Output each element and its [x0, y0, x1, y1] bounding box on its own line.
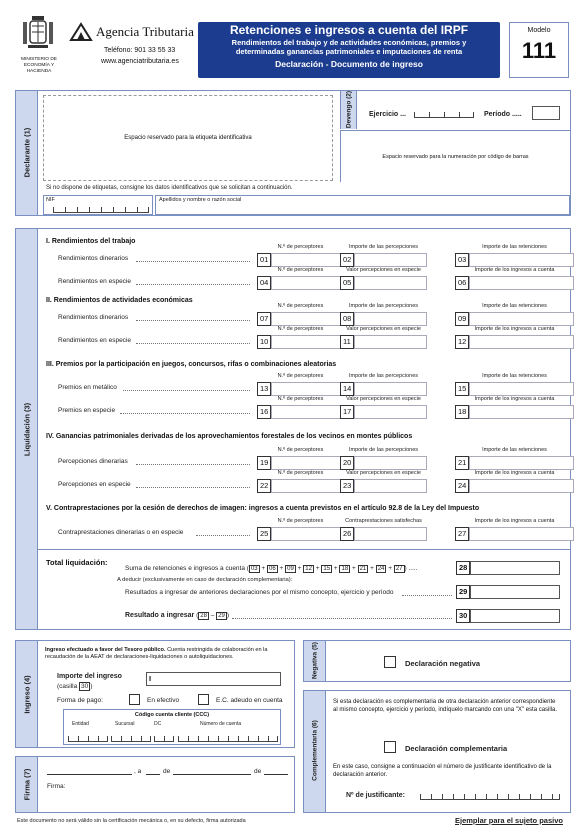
- casilla-18[interactable]: [469, 405, 574, 419]
- row-label: Rendimientos en especie: [58, 278, 131, 285]
- firma-year-line[interactable]: [264, 774, 288, 775]
- paren: ): [226, 612, 230, 619]
- agency-phone: Teléfono: 901 33 55 33: [104, 47, 176, 54]
- row-label: Rendimientos dinerarios: [58, 255, 129, 262]
- section-title: III. Premios por la participación en juegos, concursos, rifas o combinaciones aleatorias: [46, 361, 337, 368]
- suma-prefix: Suma de retenciones e ingresos a cuenta (: [125, 565, 249, 572]
- column-heading: Importe de los ingresos a cuenta: [474, 518, 555, 524]
- ccc-cuenta: Número de cuenta: [200, 721, 242, 727]
- plus-sign: +: [259, 565, 268, 572]
- casilla-02-code: 02: [340, 253, 354, 267]
- suma-code: 27: [395, 566, 403, 572]
- casilla-06-code: 06: [455, 276, 469, 290]
- casilla-14-code: 14: [340, 382, 354, 396]
- ejercicio-label: Ejercicio ...: [369, 111, 406, 118]
- casilla-25-code: 25: [257, 527, 271, 541]
- ministry-name: MINISTERIO DE ECONOMÍA Y HACIENDA: [21, 57, 57, 74]
- casilla-04[interactable]: [271, 276, 344, 290]
- casilla-19-code: 19: [257, 456, 271, 470]
- form-title-box: [198, 22, 500, 78]
- casilla-05[interactable]: [354, 276, 427, 290]
- ccc-sucursal: Sucursal: [115, 721, 135, 727]
- row-dots: [136, 320, 250, 321]
- column-heading: N.º de perceptores: [277, 470, 324, 476]
- column-heading: Importe de las retenciones: [482, 373, 547, 379]
- column-heading: Importe de los ingresos a cuenta: [474, 326, 555, 332]
- suma-code: 18: [341, 566, 349, 572]
- casilla-14[interactable]: [354, 382, 427, 396]
- suma-codes: [249, 565, 405, 572]
- casilla-22[interactable]: [271, 479, 344, 493]
- modelo-label: Modelo: [527, 27, 551, 34]
- suma-code: 06: [269, 566, 276, 572]
- declarante-label: Declarante (1): [22, 127, 32, 178]
- casilla-26[interactable]: [354, 527, 427, 541]
- firma-label: Firma (7): [22, 768, 32, 801]
- casilla-01[interactable]: [271, 253, 344, 267]
- row-label: Contraprestaciones dinerarias o en especie: [58, 529, 184, 536]
- casilla-20-code: 20: [340, 456, 354, 470]
- agency-web: www.agenciatributaria.es: [101, 58, 179, 65]
- row-label: Rendimientos dinerarios: [58, 314, 129, 321]
- column-heading: N.º de perceptores: [277, 267, 324, 273]
- agency-name: Agencia Tributaria: [96, 24, 194, 39]
- footer-ejemplar: Ejemplar para el sujeto pasivo: [455, 816, 563, 825]
- casilla-26-code: 26: [340, 527, 354, 541]
- row-label: Percepciones dinerarias: [58, 458, 128, 465]
- casilla-24-code: 24: [455, 479, 469, 493]
- negativa-text: Declaración negativa: [405, 659, 481, 668]
- casilla-29[interactable]: [470, 585, 560, 599]
- agency-logo: [69, 22, 93, 42]
- casilla-23-code: 23: [340, 479, 354, 493]
- casilla-10[interactable]: [271, 335, 344, 349]
- complementaria-checkbox[interactable]: [384, 741, 396, 753]
- casilla-27[interactable]: [469, 527, 574, 541]
- casilla-03[interactable]: [469, 253, 574, 267]
- column-heading: Valor percepciones en especie: [346, 326, 421, 332]
- ccc-sucursal-field[interactable]: [111, 732, 151, 742]
- resultado-text: Resultado a ingresar: [125, 612, 195, 619]
- casilla-06[interactable]: [469, 276, 574, 290]
- importe-field-value: I: [149, 674, 152, 683]
- resultados-label: Resultados a ingresar de anteriores declaraciones por el mismo concepto, ejercicio y período: [125, 589, 394, 596]
- column-heading: Valor percepciones en especie: [346, 267, 421, 273]
- casilla-20[interactable]: [354, 456, 427, 470]
- negativa-checkbox[interactable]: [384, 656, 396, 668]
- resultado-code: 29: [218, 613, 225, 619]
- casilla-13[interactable]: [271, 382, 344, 396]
- ingreso-label: Ingreso (4): [22, 675, 32, 714]
- ingreso-intro: [45, 647, 291, 661]
- row-label: Premios en especie: [58, 407, 116, 414]
- suma-code: 03: [250, 566, 258, 572]
- efectivo-label: En efectivo: [147, 697, 180, 704]
- casilla-04-code: 04: [257, 276, 271, 290]
- casilla-22-code: 22: [257, 479, 271, 493]
- casilla-12[interactable]: [469, 335, 574, 349]
- column-heading: N.º de perceptores: [277, 447, 324, 453]
- paren: (: [196, 612, 199, 619]
- plus-sign: +: [386, 565, 394, 572]
- casilla-29-code: 29: [456, 585, 470, 599]
- row-label: Premios en metálico: [58, 384, 117, 391]
- periodo-field[interactable]: [532, 106, 560, 120]
- row-label: Percepciones en especie: [58, 481, 131, 488]
- casilla-21-code: 21: [455, 456, 469, 470]
- modelo-number: 111: [521, 38, 557, 63]
- no-labels-note: Si no dispone de etiquetas, consigne los datos identificativos que se solicitan a continuación.: [46, 185, 293, 191]
- nif-ticks: [53, 203, 149, 213]
- casilla-ref-text: (casilla: [57, 683, 78, 690]
- efectivo-checkbox[interactable]: [129, 694, 140, 705]
- justificante-field[interactable]: [420, 790, 560, 800]
- periodo-label: Período .....: [484, 111, 522, 118]
- casilla-30[interactable]: [470, 609, 560, 623]
- casilla-02[interactable]: [354, 253, 427, 267]
- casilla-21[interactable]: [469, 456, 574, 470]
- casilla-30-code: 30: [456, 609, 470, 623]
- suma-code: 15: [323, 566, 331, 572]
- modelo-box: [509, 22, 569, 78]
- casilla-08[interactable]: [354, 312, 427, 326]
- liquidacion-label: Liquidación (3): [22, 402, 32, 457]
- deducir-label: A deducir (exclusivamente en caso de declaración complementaria):: [117, 577, 293, 583]
- column-heading: Importe de las percepciones: [348, 303, 419, 309]
- ec-label: E.C. adeudo en cuenta: [216, 697, 283, 704]
- column-heading: Importe de los ingresos a cuenta: [474, 470, 555, 476]
- casilla-18-code: 18: [455, 405, 469, 419]
- section-title: II. Rendimientos de actividades económicas: [46, 297, 193, 304]
- resultados-dots: [402, 595, 452, 596]
- casilla-15[interactable]: [469, 382, 574, 396]
- ec-checkbox[interactable]: [198, 694, 209, 705]
- importe-field[interactable]: [146, 672, 281, 686]
- firma-de-1: de: [163, 768, 171, 775]
- footer-note: Este documento no será válido sin la certificación mecánica o, en su defecto, firma autorizada: [17, 818, 246, 824]
- ingreso-efectuado-rest: Cuenta restringida de colaboración en la recaudación de la AEAT de declaraciones-liquidaciones o autoliquidaciones.: [45, 647, 268, 660]
- suma-code: 09: [287, 566, 294, 572]
- casilla-11[interactable]: [354, 335, 427, 349]
- ccc-label: Código cuenta cliente (CCC): [134, 712, 210, 718]
- column-heading: N.º de perceptores: [277, 396, 324, 402]
- casilla-03-code: 03: [455, 253, 469, 267]
- row-dots: [136, 284, 250, 285]
- row-dots: [123, 390, 250, 391]
- firma-de-2: de: [254, 768, 262, 775]
- complementaria-text: Si esta declaración es complementaria de otra declaración anterior correspondiente al mismo concepto, ejercicio y período, indíquelo marcando con una "X" esta casilla.: [333, 699, 558, 713]
- casilla-16[interactable]: [271, 405, 344, 419]
- section-title: I. Rendimientos del trabajo: [46, 238, 136, 245]
- casilla-ref: (casilla 30 ): [57, 683, 93, 690]
- total-label: Total liquidación:: [46, 558, 108, 567]
- casilla-12-code: 12: [455, 335, 469, 349]
- section-title: IV. Ganancias patrimoniales derivadas de los aprovechamientos forestales de los vecinos en montes públicos: [46, 433, 413, 440]
- resultado-codes: [196, 612, 229, 619]
- casilla-09-code: 09: [455, 312, 469, 326]
- suma-label: [125, 565, 418, 572]
- plus-sign: +: [295, 565, 304, 572]
- casilla-10-code: 10: [257, 335, 271, 349]
- plus-sign: +: [368, 565, 376, 572]
- suma-code: 21: [359, 566, 367, 572]
- casilla-25[interactable]: [271, 527, 344, 541]
- column-heading: N.º de perceptores: [277, 244, 324, 250]
- casilla-28[interactable]: [470, 561, 560, 575]
- label-space-text: Espacio reservado para la etiqueta identificativa: [124, 135, 252, 141]
- total-divider: [38, 549, 571, 550]
- row-dots: [136, 487, 250, 488]
- row-dots: [136, 464, 250, 465]
- casilla-16-code: 16: [257, 405, 271, 419]
- row-dots: [196, 535, 250, 536]
- complementaria-label: Complementaria (6): [311, 720, 319, 781]
- devengo-label: Devengo (2): [345, 90, 353, 129]
- firma-a: , a: [134, 768, 142, 775]
- suma-suffix: ) .....: [404, 565, 418, 572]
- casilla-23[interactable]: [354, 479, 427, 493]
- complementaria-text-label: Declaración complementaria: [405, 744, 508, 753]
- row-label: Rendimientos en especie: [58, 337, 131, 344]
- casilla-17-code: 17: [340, 405, 354, 419]
- barcode-space-text: Espacio reservado para la numeración por código de barras: [382, 154, 529, 160]
- column-heading: N.º de perceptores: [277, 326, 324, 332]
- casilla-09[interactable]: [469, 312, 574, 326]
- column-heading: Importe de las percepciones: [348, 244, 419, 250]
- casilla-08-code: 08: [340, 312, 354, 326]
- casilla-ref-code: 30: [81, 683, 89, 690]
- firma-month-line[interactable]: [173, 774, 251, 775]
- complementaria-text2: En este caso, consigne a continuación el número de justificante identificativo de la declaración anterior.: [333, 764, 552, 778]
- casilla-27-code: 27: [455, 527, 469, 541]
- justificante-label: Nº de justificante:: [346, 792, 405, 799]
- casilla-24[interactable]: [469, 479, 574, 493]
- plus-sign: +: [332, 565, 340, 572]
- ejercicio-field[interactable]: [414, 108, 474, 118]
- negativa-label: Negativa (5): [311, 642, 319, 679]
- casilla-11-code: 11: [340, 335, 354, 349]
- column-heading: Importe de las percepciones: [348, 447, 419, 453]
- row-dots: [120, 413, 250, 414]
- ccc-entidad: Entidad: [72, 721, 89, 727]
- firma-firma: Firma:: [47, 783, 66, 790]
- row-dots: [136, 261, 250, 262]
- resultado-label: [125, 612, 229, 619]
- form-title: Retenciones e ingresos a cuenta del IRPF: [229, 23, 469, 37]
- column-heading: Contraprestaciones satisfechas: [345, 518, 422, 524]
- plus-sign: +: [313, 565, 322, 572]
- column-heading: Importe de las retenciones: [482, 303, 547, 309]
- column-heading: Importe de las percepciones: [348, 373, 419, 379]
- column-heading: N.º de perceptores: [277, 518, 324, 524]
- plus-sign: +: [277, 565, 286, 572]
- ministry-logo: [18, 12, 58, 56]
- firma-place-line[interactable]: [47, 774, 132, 775]
- casilla-19[interactable]: [271, 456, 344, 470]
- column-heading: Importe de los ingresos a cuenta: [474, 396, 555, 402]
- ccc-dc: DC: [154, 721, 162, 727]
- casilla-17[interactable]: [354, 405, 427, 419]
- firma-day-line[interactable]: [146, 774, 160, 775]
- nif-label: NIF: [46, 197, 55, 203]
- column-heading: Importe de las retenciones: [482, 447, 547, 453]
- casilla-07-code: 07: [257, 312, 271, 326]
- column-heading: Valor percepciones en especie: [346, 470, 421, 476]
- section-title: V. Contraprestaciones por la cesión de derechos de imagen: ingresos a cuenta previstos en el artículo 92.8 de la Ley del Impuesto: [46, 505, 480, 512]
- minus-sign: –: [208, 612, 217, 619]
- ccc-cuenta-field[interactable]: [178, 732, 278, 742]
- casilla-15-code: 15: [455, 382, 469, 396]
- row-dots: [136, 343, 250, 344]
- ingreso-efectuado: Ingreso efectuado a favor del Tesoro público.: [45, 647, 166, 653]
- name-label: Apellidos y nombre o razón social: [159, 197, 242, 203]
- ccc-dc-field[interactable]: [154, 732, 174, 742]
- column-heading: Valor percepciones en especie: [346, 396, 421, 402]
- casilla-13-code: 13: [257, 382, 271, 396]
- suma-code: 24: [377, 566, 385, 572]
- column-heading: N.º de perceptores: [277, 373, 324, 379]
- casilla-07[interactable]: [271, 312, 344, 326]
- plus-sign: +: [350, 565, 358, 572]
- form-subtitle: Rendimientos del trabajo y de actividades económicas, premios y determinadas ganancias patrimoniales e imputaciones de renta: [231, 38, 467, 56]
- casilla-01-code: 01: [257, 253, 271, 267]
- column-heading: Importe de los ingresos a cuenta: [474, 267, 555, 273]
- forma-pago-label: Forma de pago:: [57, 697, 103, 704]
- form-subtitle-2: Declaración - Documento de ingreso: [275, 59, 423, 69]
- casilla-28-code: 28: [456, 561, 470, 575]
- suma-code: 12: [305, 566, 312, 572]
- casilla-05-code: 05: [340, 276, 354, 290]
- resultado-dots: [232, 618, 452, 619]
- resultado-code: 28: [200, 613, 207, 619]
- column-heading: Importe de las retenciones: [482, 244, 547, 250]
- ccc-entidad-field[interactable]: [68, 732, 108, 742]
- column-heading: N.º de perceptores: [277, 303, 324, 309]
- importe-label: Importe del ingreso: [57, 673, 122, 680]
